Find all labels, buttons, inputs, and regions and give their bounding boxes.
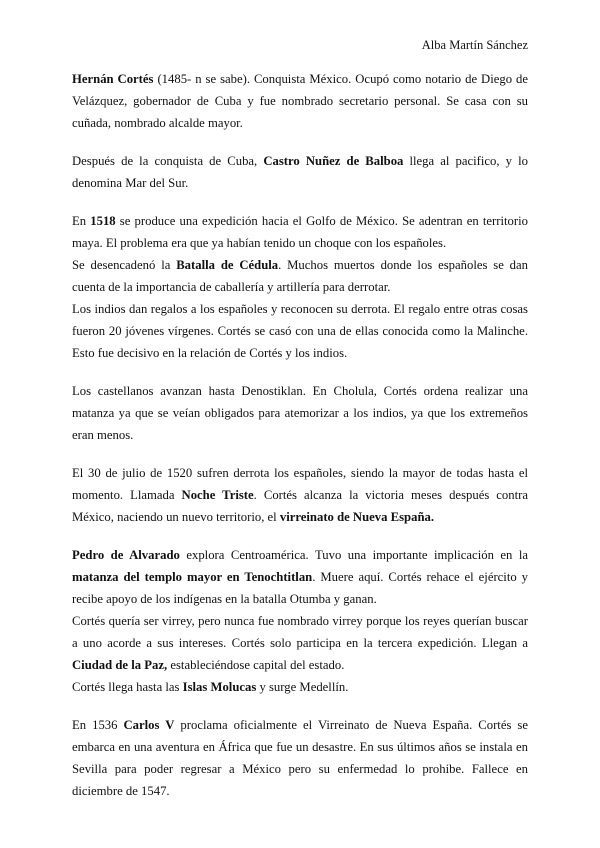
text-run: En [72, 214, 91, 228]
text-run: Cortés llega hasta las [72, 680, 183, 694]
text-run: se produce una expedición hacia el Golfo de México. Se adentran en territorio maya. El problema era que ya habían tenido un choque con los españoles. [72, 214, 528, 250]
paragraph [72, 68, 528, 134]
paragraph [72, 714, 528, 802]
bold-term: matanza del templo mayor en Tenochtitlan [72, 570, 313, 584]
text-run: Los castellanos avanzan hasta Denostiklan. En Cholula, Cortés ordena realizar una matanza ya que se veían obligados para atemorizar a los indios, ya que los extremeños eran menos. [72, 384, 528, 442]
paragraph-line [72, 462, 528, 528]
paragraph [72, 380, 528, 446]
text-run: explora Centroamérica. Tuvo una importante implicación en la [179, 548, 528, 562]
document-body [72, 68, 528, 802]
text-run: En 1536 [72, 718, 124, 732]
text-run: (1485- n se sabe). Conquista México. Ocupó como notario de Diego de Velázquez, gobernador de Cuba y fue nombrado secretario personal. Se casa con su cuñada, nombrado alcalde mayor. [72, 72, 528, 130]
text-run: llega al pacifico, y lo denomina Mar del Sur. [72, 154, 528, 190]
bold-term: Pedro de Alvarado [72, 548, 180, 562]
paragraph-line [72, 714, 528, 802]
bold-term: Hernán Cortés [72, 72, 154, 86]
paragraph-line [72, 68, 528, 134]
bold-term: Noche Triste [181, 488, 254, 502]
paragraph-line [72, 150, 528, 194]
paragraph-line [72, 298, 528, 364]
text-run: Después de la conquista de Cuba, [72, 154, 264, 168]
paragraph-gap [72, 364, 528, 380]
text-run: Cortés quería ser virrey, pero nunca fue nombrado virrey porque los reyes querían buscar a uno acorde a sus intereses. Cortés solo participa en la tercera expedición. Llegan a [72, 614, 528, 650]
paragraph-gap [72, 134, 528, 150]
paragraph-gap [72, 528, 528, 544]
bold-term: Batalla de Cédula [176, 258, 279, 272]
text-run: Se desencadenó la [72, 258, 177, 272]
text-run: Los indios dan regalos a los españoles y reconocen su derrota. El regalo entre otras cosas fueron 20 jóvenes vírgenes. Cortés se casó con una de ellas conocida como la Malinche. Esto fue decisivo en la relación de Cortés y los indios. [72, 302, 528, 360]
paragraph [72, 462, 528, 528]
paragraph [72, 544, 528, 698]
bold-term: Islas Molucas [182, 680, 257, 694]
paragraph-gap [72, 698, 528, 714]
paragraph-line [72, 380, 528, 446]
text-run: . Muere aquí. Cortés rehace el ejército y recibe apoyo de los indígenas en la batalla Otumba y ganan. [72, 570, 529, 606]
bold-term: virreinato de Nueva España. [279, 510, 435, 524]
text-run: El 30 de julio de 1520 sufren derrota los españoles, siendo la mayor de todas hasta el momento. Llamada [72, 466, 528, 502]
text-run: estableciéndose capital del estado. [167, 658, 345, 672]
text-run: proclama oficialmente el Virreinato de Nueva España. Cortés se embarca en una aventura en África que fue un desastre. En sus últimos años se instala en Sevilla para poder regresar a México pero su enfermedad lo prohibe. Fallece en diciembre de 1547. [72, 718, 528, 798]
bold-term: 1518 [90, 214, 116, 228]
paragraph [72, 210, 528, 364]
paragraph-gap [72, 446, 528, 462]
paragraph-line [72, 676, 528, 698]
text-run: y surge Medellín. [256, 680, 349, 694]
paragraph-line [72, 544, 528, 610]
paragraph-gap [72, 194, 528, 210]
paragraph-line [72, 610, 528, 676]
bold-term: Castro Nuñez de Balboa [263, 154, 404, 168]
bold-term: Carlos V [123, 718, 175, 732]
text-run: . Cortés alcanza la victoria meses después contra México, naciendo un nuevo territorio, el [72, 488, 528, 524]
paragraph-line [72, 254, 528, 298]
bold-term: Ciudad de la Paz, [72, 658, 168, 672]
author-name: Alba Martín Sánchez [421, 38, 528, 52]
text-run: . Muchos muertos donde los españoles se dan cuenta de la importancia de caballería y artillería para derrotar. [72, 258, 528, 294]
paragraph [72, 150, 528, 194]
paragraph-line [72, 210, 528, 254]
